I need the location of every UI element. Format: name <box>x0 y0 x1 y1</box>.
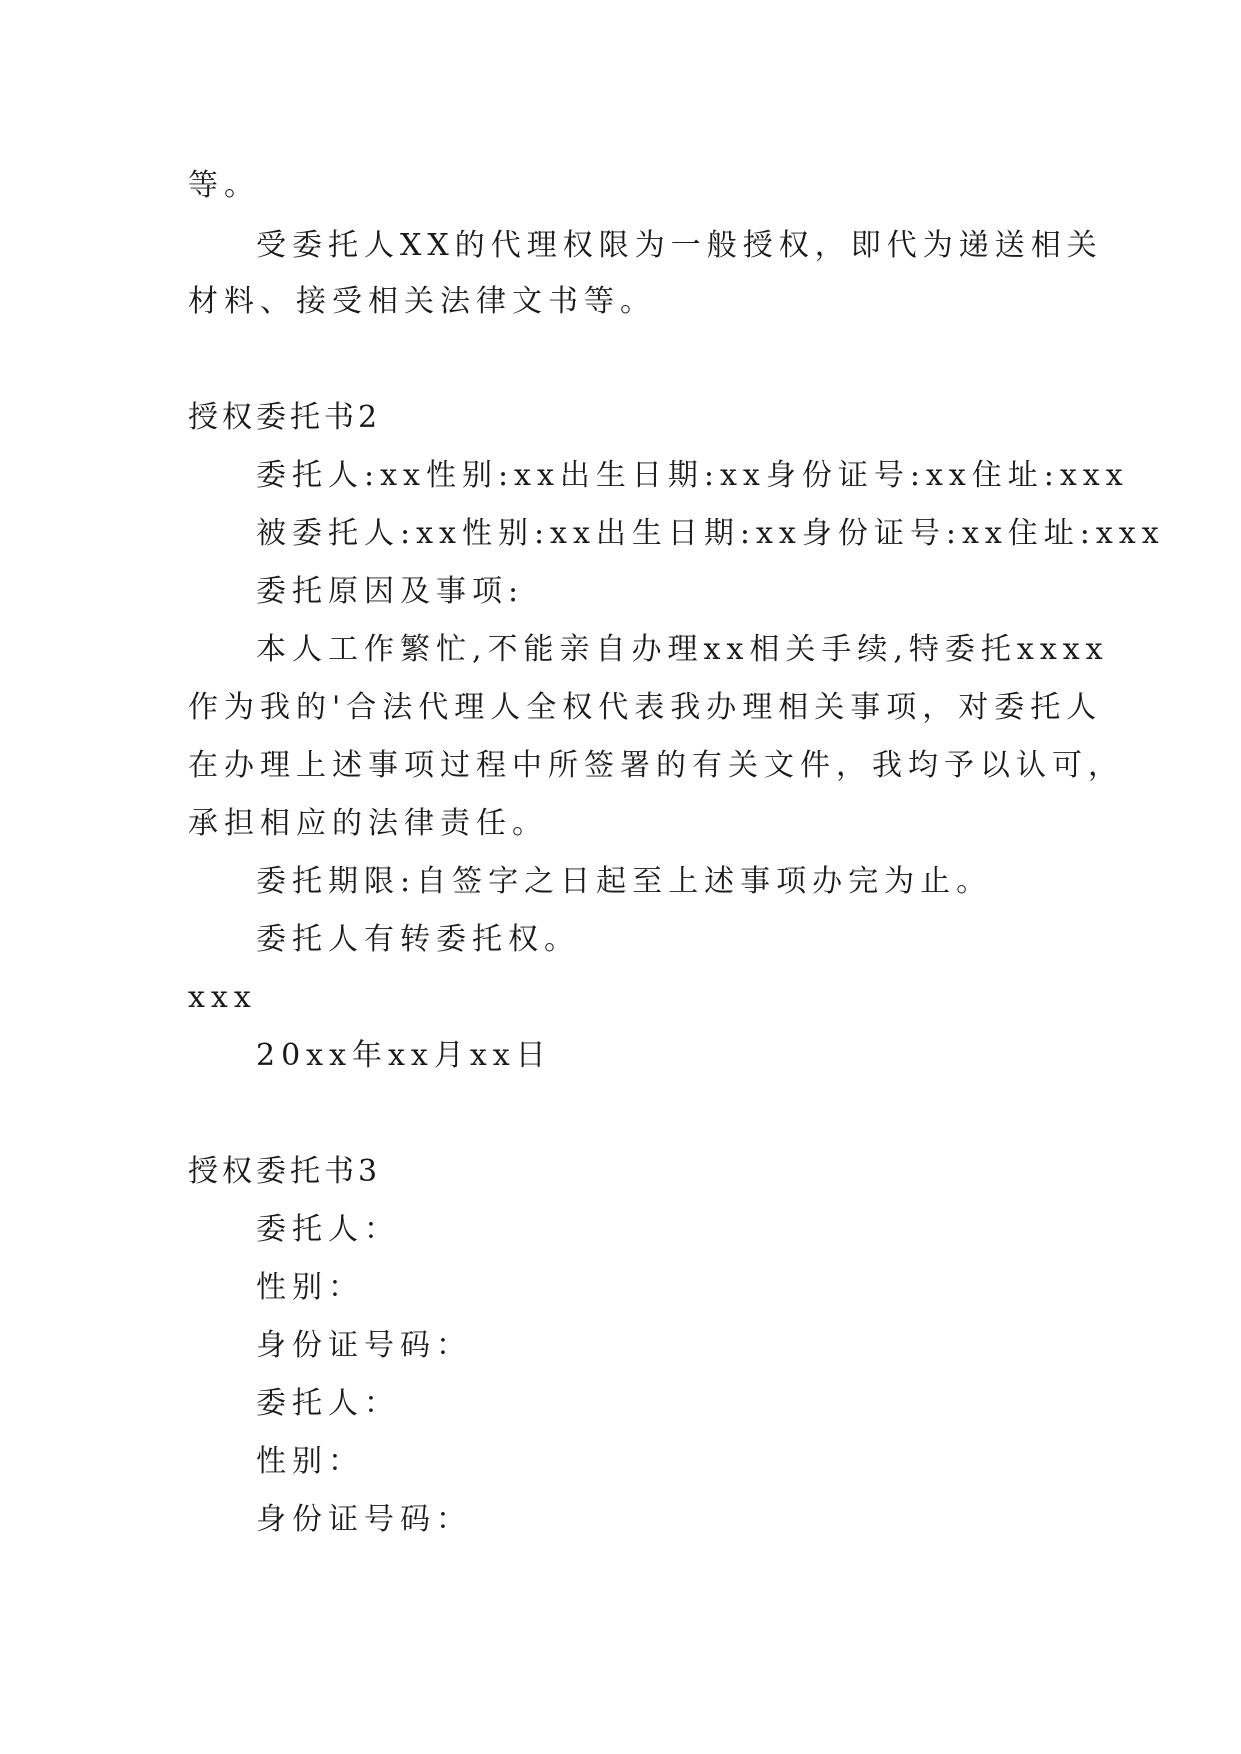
text-line: 承担相应的法律责任。 <box>188 806 548 841</box>
text-line: 委托人:xx性别:xx出生日期:xx身份证号:xx住址:xxx <box>256 458 1129 493</box>
text-line: 作为我的'合法代理人全权代表我办理相关事项，对委托人 <box>188 690 1103 725</box>
field-label: 委托人： <box>256 1212 400 1247</box>
text-line: 委托期限:自签字之日起至上述事项办完为止。 <box>256 864 993 899</box>
field-label: 身份证号码： <box>256 1328 472 1363</box>
section-heading: 授权委托书3 <box>188 1154 382 1189</box>
section-heading: 授权委托书2 <box>188 400 382 435</box>
text-line: 受委托人XX的代理权限为一般授权，即代为递送相关 <box>256 228 1103 263</box>
text-line: 被委托人:xx性别:xx出生日期:xx身份证号:xx住址:xxx <box>256 516 1165 551</box>
text-line: 材料、接受相关法律文书等。 <box>188 284 656 319</box>
field-label: 委托人： <box>256 1386 400 1421</box>
text-line: 委托人有转委托权。 <box>256 922 580 957</box>
signature-name: xxx <box>188 980 257 1015</box>
field-label: 性别： <box>256 1270 364 1305</box>
text-line: 本人工作繁忙,不能亲自办理xx相关手续,特委托xxxx <box>256 632 1109 667</box>
text-line: 委托原因及事项: <box>256 574 525 609</box>
signature-date: 20xx年xx月xx日 <box>256 1038 552 1073</box>
field-label: 性别： <box>256 1444 364 1479</box>
text-line: 在办理上述事项过程中所签署的有关文件，我均予以认可， <box>188 748 1124 783</box>
field-label: 身份证号码： <box>256 1502 472 1537</box>
text-line: 等。 <box>188 168 260 203</box>
